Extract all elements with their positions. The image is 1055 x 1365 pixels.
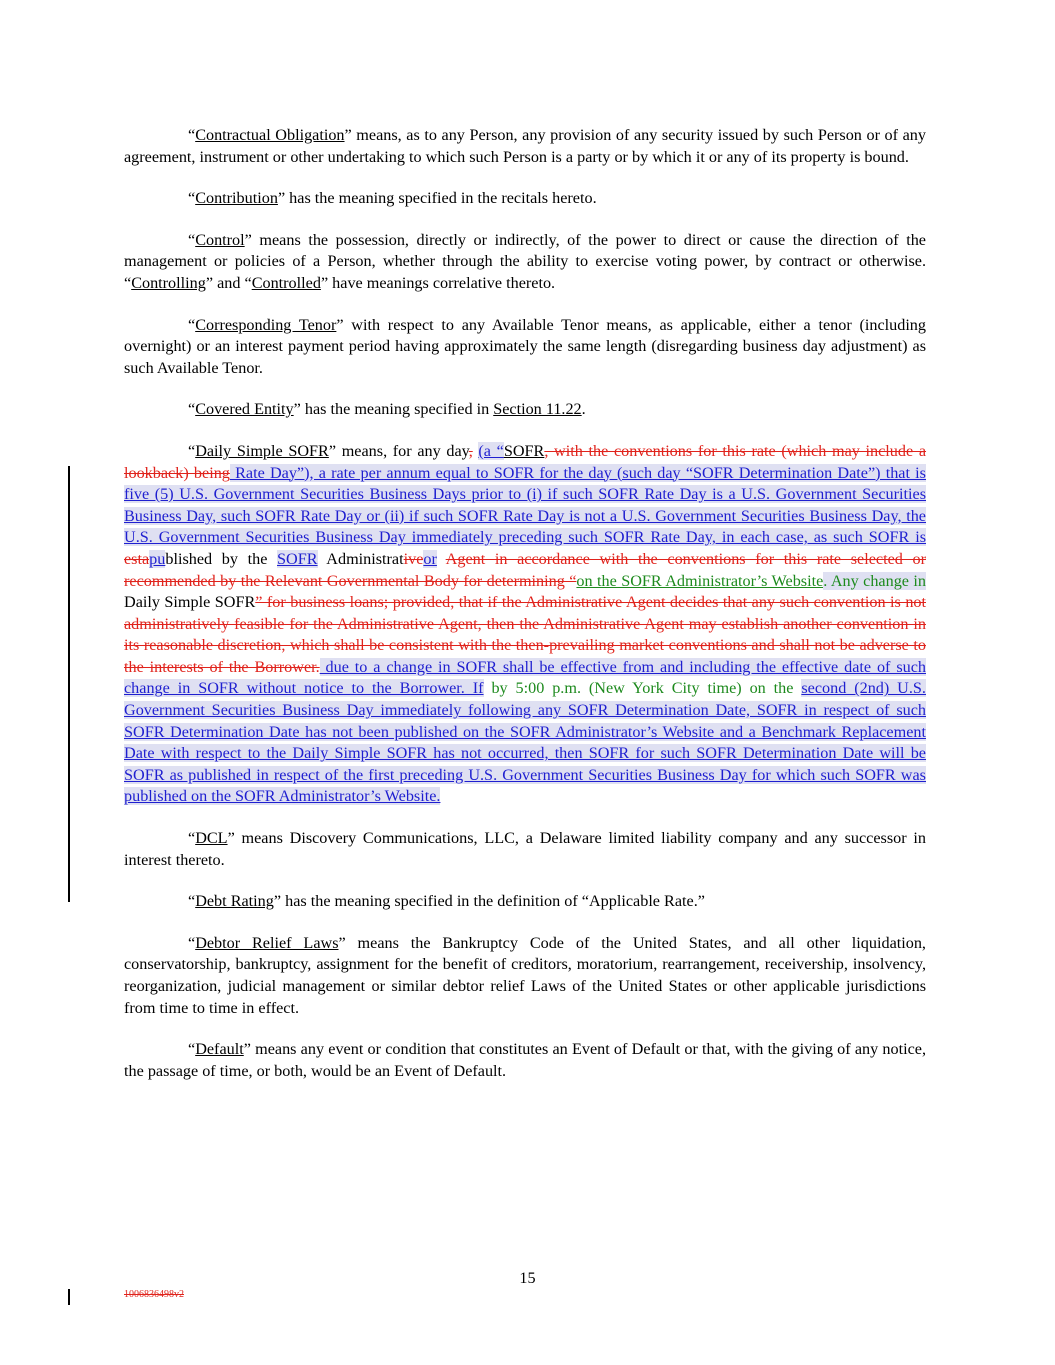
definition-text: ” have meanings correlative thereto. [320,273,556,292]
page-number: 15 [519,1269,536,1287]
definition-text [437,550,446,568]
definition-text: ” and “ [205,273,252,292]
definition-debtor-relief-laws: “Debtor Relief Laws” means the Bankruptcy Code of the United States, and all other liquidation, conservatorship, bankruptcy, assignment for the benefit of creditors, moratorium, rearrangement, receivership, insolvency, reorganization, judicial management or similar debtor relief Laws of the United States or other applicable jurisdictions from time to time in effect. [124,933,926,1017]
definition-text: Administrat [317,549,404,568]
document-body [124,125,926,1102]
definition-text: . [581,400,586,419]
definition-text: ” means any event or condition that constitutes an Event of Default or that, with the giving of any notice, the passage of time, or both, would be an Event of Default. [124,1040,926,1080]
defined-term: Daily Simple SOFR [195,441,329,460]
definition-text: ” has the meaning specified in [293,400,494,419]
defined-term: Controlling [131,273,206,292]
inserted-text: second (2nd) U.S. Government Securities Business Day immediately following any SOFR Determination Date, SOFR in respect of such SOFR Determination Date has not been published on the SOFR Administrator’s Website and a Benchmark Replacement Date with respect to the Daily Simple SOFR has not occurred, then SOFR for such SOFR Determination Date will be SOFR as published in respect of the first preceding U.S. Government Securities Business Day for which such SOFR was published on the SOFR Administrator’s Website. [124,679,926,806]
defined-term: Contribution [195,189,278,208]
definition-text: ” has the meaning specified in the definition of “Applicable Rate.” [273,892,705,911]
definition-text: ” means the possession, directly or indirectly, of the power to direct or cause the direction of the management or policies of a Person, whether through the ability to exercise voting power, by contract or otherwise. “ [124,230,926,292]
definition-contribution: “Contribution” has the meaning specified in the recitals hereto. [188,189,597,208]
document-id: 1006836498v2 [124,1289,184,1300]
defined-term: Control [195,230,245,249]
inserted-text: pu [149,549,166,568]
inserted-text: due to a change in SOFR shall be effective from and including the effective date of such change in SOFR without notice to the Borrower. If [124,657,926,698]
deleted-text: ” for business loans; provided, that if the Administrative Agent decides that any such convention is not administratively feasible for the Administrative Agent, then the Administrative Agent may establish another convention in its reasonable discretion, which shall be consistent with the then-prevailing market conventions and shall not be adverse to the interests of the Borrower. [124,593,926,676]
definition-dcl: “DCL” means Discovery Communications, LLC, a Delaware limited liability company and any successor in interest thereto. [124,829,926,869]
definition-contractual-obligation: “Contractual Obligation” means, as to any Person, any provision of any security issued by such Person or of any agreement, instrument or other undertaking to which such Person is a party or by which it or any of its property is bound. [124,126,926,166]
definition-covered-entity: “Covered Entity” has the meaning specified in Section 11.22. [188,400,586,419]
inserted-text: (a “ [478,441,504,460]
definition-daily-simple-sofr: “Daily Simple SOFR” means, for any day, (a “SOFR, with the conventions for this rate (which may include a lookback) being Rate Day”), a rate per annum equal to SOFR for the day (such day “SOFR Determination Date”) that is five (5) U.S. Government Securities Business Days prior to (i) if such SOFR Rate Day is a U.S. Government Securities Business Day, such SOFR Rate Day or (ii) if such SOFR Rate Day is not a U.S. Government Securities Business Day, the U.S. Government Securities Business Day immediately preceding such SOFR Rate Day, in each case, as such SOFR is estapublished by the SOFR Administrativeor Agent in accordance with the conventions for this rate selected or recommended by the Relevant Governmental Body for determining “on the SOFR Administrator’s Website. Any change in Daily Simple SOFR” for business loans; provided, that if the Administrative Agent decides that any such convention is not administratively feasible for the Administrative Agent, then the Administrative Agent may establish another convention in its reasonable discretion, which shall be consistent with the then-prevailing market conventions and shall not be adverse to the interests of the Borrower. due to a change in SOFR shall be effective from and including the effective date of such change in SOFR without notice to the Borrower. If by 5:00 p.m. (New York City time) on the second (2nd) U.S. Government Securities Business Day immediately following any SOFR Determination Date, SOFR in respect of such SOFR Determination Date has not been published on the SOFR Administrator’s Website and a Benchmark Replacement Date with respect to the Daily Simple SOFR has not occurred, then SOFR for such SOFR Determination Date will be SOFR as published in respect of the first preceding U.S. Government Securities Business Day for which such SOFR was published on the SOFR Administrator’s Website. [124,441,927,806]
definition-text: ” means Discovery Communications, LLC, a Delaware limited liability company and any successor in interest thereto. [124,829,926,869]
definition-text: ” has the meaning specified in the recitals hereto. [277,189,597,208]
definition-control: “Control” means the possession, directly or indirectly, of the power to direct or cause the direction of the management or policies of a Person, whether through the ability to exercise voting power, by contract or otherwise. “Controlling” and “Controlled” have meanings correlative thereto. [124,230,926,292]
definition-text: Daily Simple SOFR [124,593,256,612]
deleted-text: Agent in accordance with the conventions for this rate selected or recommended by the Relevant Governmental Body for determining “ [124,549,926,590]
definition-text: ” with respect to any Available Tenor means, as applicable, either a tenor (including overnight) or an interest payment period having approximately the same length (disregarding business day adjustment) as such Available Tenor. [124,315,926,377]
defined-term: Contractual Obligation [195,126,345,144]
inserted-text: Rate Day”), a rate per annum equal to SOFR for the day (such day “SOFR Determination Date”) that is five (5) U.S. Government Securities Business Days prior to (i) if such SOFR Rate Day is a U.S. Government Securities Business Day, such SOFR Rate Day or (ii) if such SOFR Rate Day is not a U.S. Government Securities Business Day, the U.S. Government Securities Business Day immediately preceding such SOFR Rate Day, in each case, as such SOFR is [124,463,926,547]
deleted-text: ive [403,549,424,568]
deleted-text: , with the conventions for this rate (which may include a lookback) being [124,441,927,482]
defined-term: Debt Rating [195,892,274,911]
deleted-text: , [468,441,473,460]
footer-change-bar [68,1289,70,1305]
definition-text: blished by the [165,549,278,568]
section-reference: Section 11.22 [493,400,582,419]
defined-term: Default [195,1040,244,1059]
definition-corresponding-tenor: “Corresponding Tenor” with respect to any Available Tenor means, as applicable, either a tenor (including overnight) or an interest payment period having approximately the same length (disregarding business day adjustment) as such Available Tenor. [124,315,926,377]
definition-debt-rating: “Debt Rating” has the meaning specified in the definition of “Applicable Rate.” [188,892,705,911]
inserted-text: or [423,549,437,568]
moved-text: on the SOFR Administrator’s Website [576,571,824,590]
definition-text: ” means, as to any Person, any provision of any security issued by such Person or of any agreement, instrument or other undertaking to which such Person is a party or by which it or any of its property is bound. [124,126,926,166]
defined-term: Debtor Relief Laws [195,933,339,952]
inserted-text: SOFR [277,549,318,568]
defined-term: Corresponding Tenor [195,315,337,334]
defined-term: DCL [195,829,228,848]
moved-text: by 5:00 p.m. (New York City time) on the [483,679,802,698]
definition-default: “Default” means any event or condition that constitutes an Event of Default or that, with the giving of any notice, the passage of time, or both, would be an Event of Default. [124,1040,926,1080]
change-bar [68,466,70,902]
defined-term: Covered Entity [195,400,294,419]
moved-text: . Any change in [823,571,926,590]
definition-text: ” means, for any day [328,441,469,460]
definition-text: ” means the Bankruptcy Code of the United States, and all other liquidation, conservatorship, bankruptcy, assignment for the benefit of creditors, moratorium, rearrangement, receivership, insolvency, reorganization, judicial management or similar debtor relief Laws of the United States or other applicable jurisdictions from time to time in effect. [124,933,926,1017]
deleted-text: esta [124,549,150,568]
defined-term: Controlled [251,273,321,292]
definition-text: SOFR [503,441,545,460]
